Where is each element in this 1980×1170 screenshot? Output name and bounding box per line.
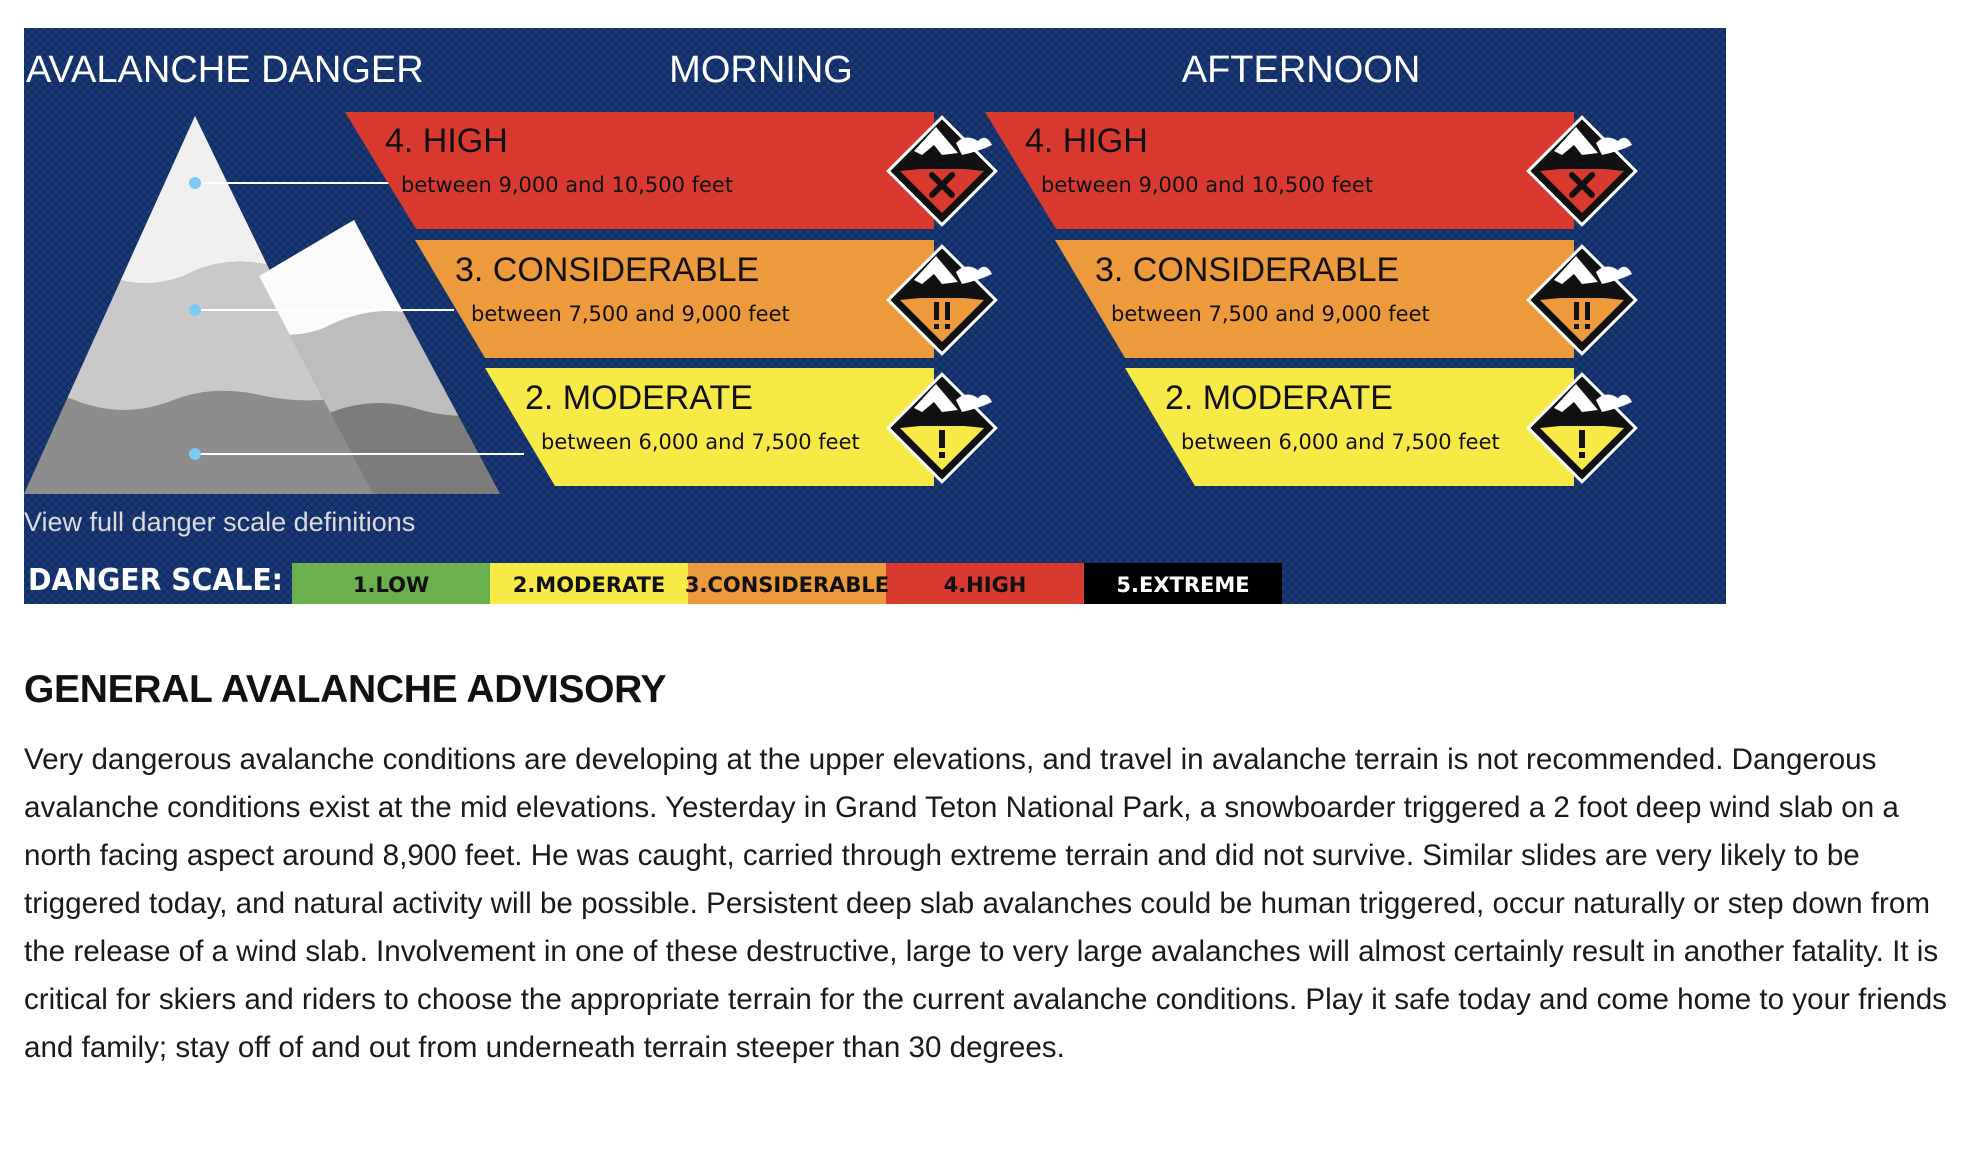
afternoon-high-row xyxy=(985,112,1636,229)
danger-scale-label: DANGER SCALE: xyxy=(28,563,283,598)
danger-level-label: 2. MODERATE xyxy=(1165,379,1393,417)
morning-considerable-row xyxy=(415,240,996,358)
elevation-range: between 7,500 and 9,000 feet xyxy=(471,302,790,326)
afternoon-considerable-row xyxy=(1055,240,1636,358)
elevation-range: between 9,000 and 10,500 feet xyxy=(1041,173,1374,197)
danger-level-label: 2. MODERATE xyxy=(525,379,753,417)
danger-level-label: 4. HIGH xyxy=(1025,122,1148,160)
afternoon-column-title: AFTERNOON xyxy=(1181,49,1421,91)
danger-level-label: 3. CONSIDERABLE xyxy=(455,251,760,289)
scale-item-considerable: 3.CONSIDERABLE xyxy=(684,573,890,597)
afternoon-moderate-row xyxy=(1125,368,1636,486)
scale-item-extreme: 5.EXTREME xyxy=(1116,573,1250,597)
avalanche-danger-graphic xyxy=(24,28,1726,604)
elevation-range: between 7,500 and 9,000 feet xyxy=(1111,302,1430,326)
elevation-range: between 9,000 and 10,500 feet xyxy=(401,173,734,197)
elevation-range: between 6,000 and 7,500 feet xyxy=(1181,430,1500,454)
scale-item-low: 1.LOW xyxy=(352,573,430,597)
graphic-title: AVALANCHE DANGER xyxy=(26,49,424,91)
danger-scale-definitions-link[interactable]: View full danger scale definitions xyxy=(24,507,416,537)
elevation-range: between 6,000 and 7,500 feet xyxy=(541,430,860,454)
advisory-body: Very dangerous avalanche conditions are developing at the upper elevations, and travel in avalanche terrain is not recommended. Dangerous avalanche conditions exist at the mid elevations. Yesterday in Grand Teton National Park, a snowboarder triggered a 2 foot deep wind slab on a north facing aspect around 8,900 feet. He was caught, carried through extreme terrain and did not survive. Similar slides are very likely to be triggered today, and natural activity will be possible. Persistent deep slab avalanches could be human triggered, occur naturally or step down from the release of a wind slab. Involvement in one of these destructive, large to very large avalanches will almost certainly result in another fatality. It is critical for skiers and riders to choose the appropriate terrain for the current avalanche conditions. Play it safe today and come home to your friends and family; stay off of and out from underneath terrain steeper than 30 degrees. xyxy=(24,743,1947,1064)
danger-level-label: 3. CONSIDERABLE xyxy=(1095,251,1400,289)
morning-column-title: MORNING xyxy=(669,49,853,91)
scale-item-moderate: 2.MODERATE xyxy=(512,573,666,597)
danger-level-label: 4. HIGH xyxy=(385,122,508,160)
advisory-heading: GENERAL AVALANCHE ADVISORY xyxy=(24,668,667,711)
morning-high-row xyxy=(345,112,996,229)
scale-item-high: 4.HIGH xyxy=(943,573,1027,597)
morning-moderate-row xyxy=(485,368,996,486)
danger-scale-bar xyxy=(292,563,1282,604)
